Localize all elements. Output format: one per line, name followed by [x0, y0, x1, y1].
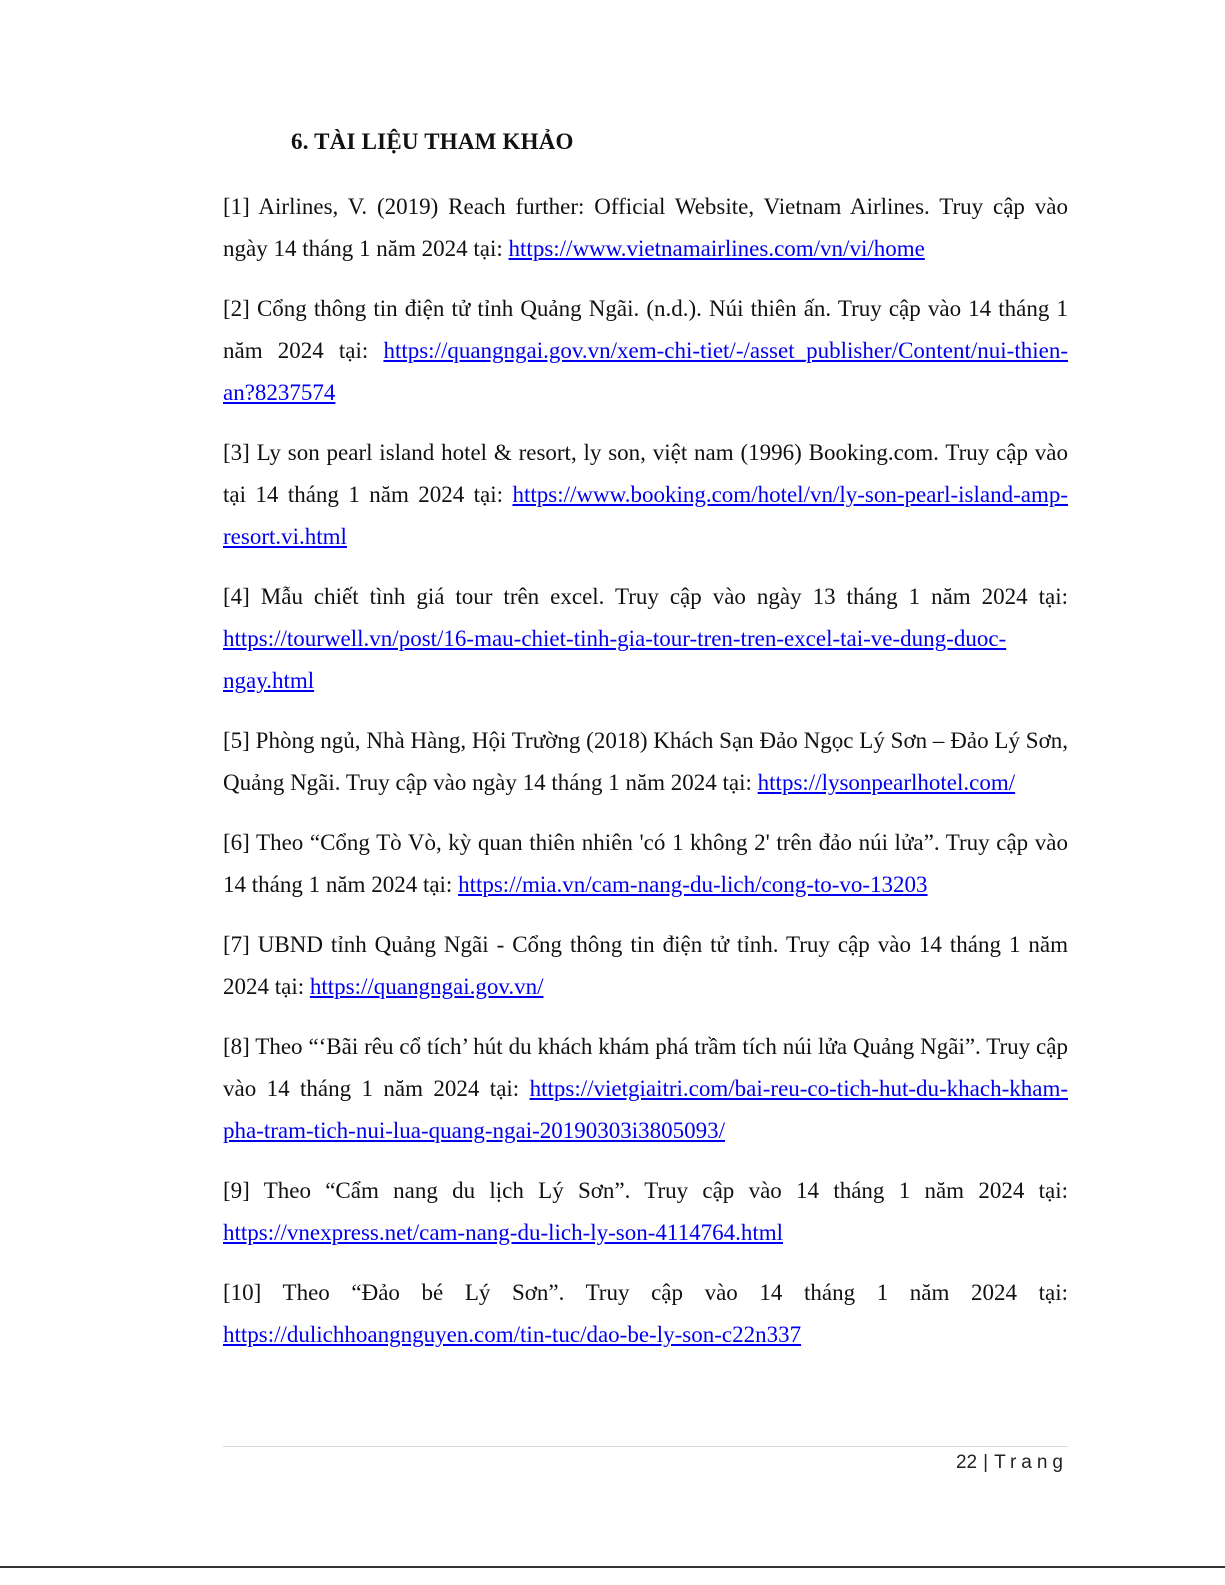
reference-number: [10]	[223, 1280, 262, 1305]
reference-number: [6]	[223, 830, 250, 855]
page-label: Trang	[994, 1452, 1068, 1473]
reference-text: Ly son pearl island hotel & resort, ly son, việt nam (1996) Booking.com. Truy cập vào tại 14 tháng 1 năm 2024 tại:	[223, 440, 1069, 507]
reference-number: [8]	[223, 1034, 250, 1059]
page-number: 22	[955, 1452, 978, 1473]
reference-item	[223, 186, 1068, 270]
reference-number: [3]	[223, 440, 250, 465]
reference-text: Cổng thông tin điện tử tỉnh Quảng Ngãi. (n.d.). Núi thiên ấn. Truy cập vào 14 tháng 1 năm 2024 tại:	[223, 296, 1068, 363]
reference-link[interactable]: https://tourwell.vn/post/16-mau-chiet-tinh-gia-tour-tren-tren-excel-tai-ve-dung-duoc-ngay.html	[223, 626, 1007, 693]
reference-number: [7]	[223, 932, 250, 957]
reference-number: [9]	[223, 1178, 250, 1203]
reference-link[interactable]: https://dulichhoangnguyen.com/tin-tuc/dao-be-ly-son-c22n337	[223, 1322, 802, 1347]
reference-link[interactable]: https://www.booking.com/hotel/vn/ly-son-pearl-island-amp-resort.vi.html	[223, 482, 1068, 549]
reference-number: [5]	[223, 728, 250, 753]
reference-list	[223, 186, 1068, 1374]
page-footer	[956, 1450, 1068, 1476]
reference-item	[223, 720, 1068, 804]
reference-text: Theo “Đảo bé Lý Sơn”. Truy cập vào 14 tháng 1 năm 2024 tại:	[282, 1280, 1068, 1305]
reference-text: Mẫu chiết tình giá tour trên excel. Truy cập vào ngày 13 tháng 1 năm 2024 tại:	[260, 584, 1068, 609]
reference-link[interactable]: https://quangngai.gov.vn/	[309, 974, 544, 999]
reference-item	[223, 1026, 1068, 1152]
reference-item	[223, 288, 1068, 414]
reference-item	[223, 576, 1068, 702]
reference-link[interactable]: https://lysonpearlhotel.com/	[757, 770, 1016, 795]
reference-item	[223, 1170, 1068, 1254]
reference-link[interactable]: https://www.vietnamairlines.com/vn/vi/home	[508, 236, 925, 261]
reference-text: Airlines, V. (2019) Reach further: Official Website, Vietnam Airlines. Truy cập vào ngày 14 tháng 1 năm 2024 tại:	[223, 194, 1068, 261]
footer-divider	[223, 1446, 1068, 1447]
reference-item	[223, 924, 1068, 1008]
reference-link[interactable]: https://vnexpress.net/cam-nang-du-lich-ly-son-4114764.html	[223, 1220, 783, 1245]
reference-text: UBND tỉnh Quảng Ngãi - Cổng thông tin điện tử tỉnh. Truy cập vào 14 tháng 1 năm 2024 tại:	[223, 932, 1068, 999]
reference-text: Theo “Cổng Tò Vò, kỳ quan thiên nhiên 'có 1 không 2' trên đảo núi lửa”. Truy cập vào 14 tháng 1 năm 2024 tại:	[223, 830, 1068, 897]
reference-item	[223, 1272, 1068, 1356]
reference-number: [1]	[223, 194, 250, 219]
reference-text: Theo “‘Bãi rêu cổ tích’ hút du khách khám phá trầm tích núi lửa Quảng Ngãi”. Truy cập vào 14 tháng 1 năm 2024 tại:	[223, 1034, 1068, 1101]
footer-separator: |	[983, 1452, 989, 1473]
section-heading: 6. TÀI LIỆU THAM KHẢO	[291, 129, 574, 154]
reference-link[interactable]: https://vietgiaitri.com/bai-reu-co-tich-hut-du-khach-kham-pha-tram-tich-nui-lua-quang-ngai-20190303i3805093/	[223, 1076, 1068, 1143]
reference-text: Phòng ngủ, Nhà Hàng, Hội Trường (2018) Khách Sạn Đảo Ngọc Lý Sơn – Đảo Lý Sơn, Quảng Ngãi. Truy cập vào ngày 14 tháng 1 năm 2024 tại:	[223, 728, 1068, 795]
reference-item	[223, 432, 1068, 558]
reference-item	[223, 822, 1068, 906]
reference-link[interactable]: https://mia.vn/cam-nang-du-lich/cong-to-vo-13203	[458, 872, 928, 897]
reference-text: Theo “Cẩm nang du lịch Lý Sơn”. Truy cập vào 14 tháng 1 năm 2024 tại:	[263, 1178, 1068, 1203]
reference-number: [2]	[223, 296, 250, 321]
page-bottom-edge	[0, 1566, 1225, 1568]
reference-link[interactable]: https://quangngai.gov.vn/xem-chi-tiet/-/asset_publisher/Content/nui-thien-an?8237574	[223, 338, 1068, 405]
reference-number: [4]	[223, 584, 250, 609]
